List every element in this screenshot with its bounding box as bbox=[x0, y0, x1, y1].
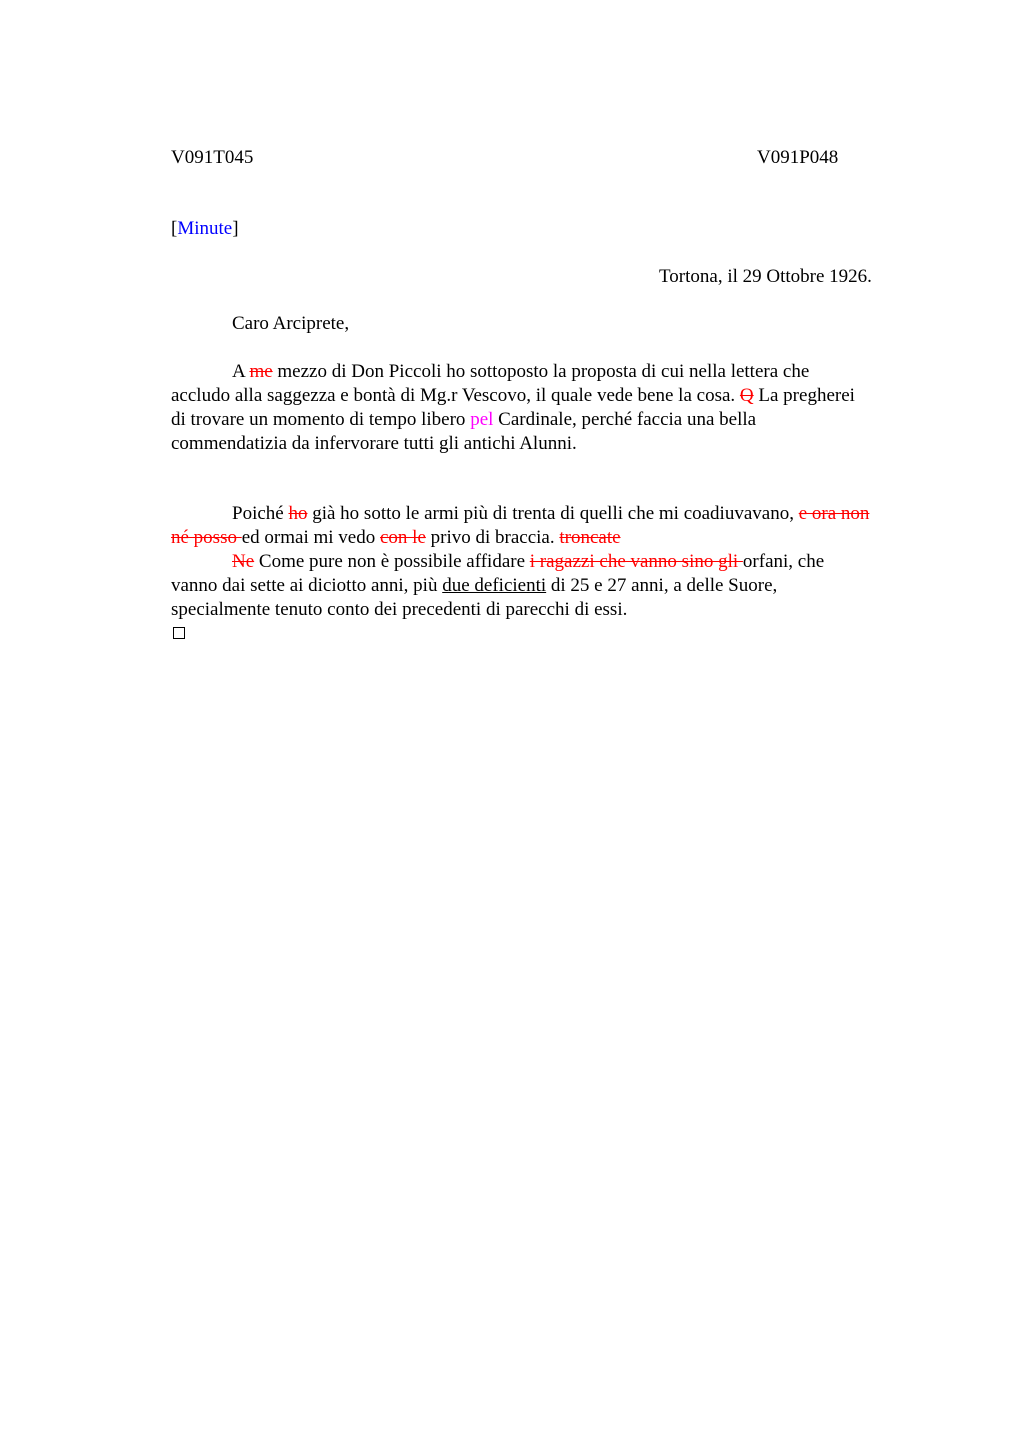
paragraph-line bbox=[171, 360, 931, 384]
text-span: A bbox=[232, 361, 250, 382]
text-span: Come pure non è possibile affidare bbox=[254, 551, 530, 572]
paragraph-1 bbox=[171, 360, 931, 456]
text-span: accludo alla saggezza e bontà di Mg.r Vescovo, il quale vede bene la cosa. bbox=[171, 385, 740, 406]
deleted-text: me bbox=[249, 361, 273, 382]
text-span: Poiché bbox=[232, 503, 289, 524]
underlined-text: due deficienti bbox=[442, 575, 547, 596]
paragraph-2 bbox=[171, 502, 931, 622]
document-code-left: V091T045 bbox=[171, 147, 254, 168]
text-span: privo di braccia. bbox=[425, 527, 560, 548]
minute-label: Minute bbox=[177, 218, 233, 239]
paragraph-line: commendatizia da infervorare tutti gli antichi Alunni. bbox=[171, 433, 577, 454]
paragraph-line bbox=[171, 384, 931, 408]
deleted-text: i ragazzi che vanno sino gli bbox=[529, 551, 743, 572]
text-span: mezzo di Don Piccoli ho sottoposto la proposta di cui nella lettera che bbox=[272, 361, 810, 382]
salutation: Caro Arciprete, bbox=[232, 313, 350, 334]
text-span: di 25 e 27 anni, a delle Suore, bbox=[546, 575, 778, 596]
paragraph-line bbox=[171, 574, 931, 598]
paragraph-line bbox=[171, 550, 931, 574]
deleted-text: con le bbox=[379, 527, 426, 548]
deleted-text: Q bbox=[739, 385, 754, 406]
deleted-text: troncate bbox=[559, 527, 621, 548]
date-line: Tortona, il 29 Ottobre 1926. bbox=[659, 266, 872, 287]
open-bracket: [ bbox=[171, 218, 178, 239]
deleted-text: e ora non bbox=[798, 503, 870, 524]
text-span: La pregherei bbox=[753, 385, 855, 406]
paragraph-line bbox=[171, 502, 931, 526]
text-span: Cardinale, perché faccia una bella bbox=[493, 409, 757, 430]
paragraph-line bbox=[171, 526, 931, 550]
deleted-text: Ne bbox=[232, 551, 255, 572]
deleted-text: né posso bbox=[171, 527, 242, 548]
deleted-text: ho bbox=[288, 503, 308, 524]
text-span: vanno dai sette ai diciotto anni, più bbox=[171, 575, 443, 596]
paragraph-line: specialmente tenuto conto dei precedenti di parecchi di essi. bbox=[171, 599, 628, 620]
end-marker-box-icon bbox=[173, 627, 185, 639]
text-span: di trovare un momento di tempo libero bbox=[171, 409, 471, 430]
text-span: già ho sotto le armi più di trenta di quelli che mi coadiuvavano, bbox=[307, 503, 799, 524]
inserted-text: pel bbox=[470, 409, 494, 430]
document-type-label bbox=[171, 217, 239, 241]
document-code-right: V091P048 bbox=[757, 147, 839, 168]
close-bracket: ] bbox=[232, 218, 239, 239]
paragraph-line bbox=[171, 408, 931, 432]
text-span: orfani, che bbox=[742, 551, 825, 572]
text-span: ed ormai mi vedo bbox=[241, 527, 380, 548]
